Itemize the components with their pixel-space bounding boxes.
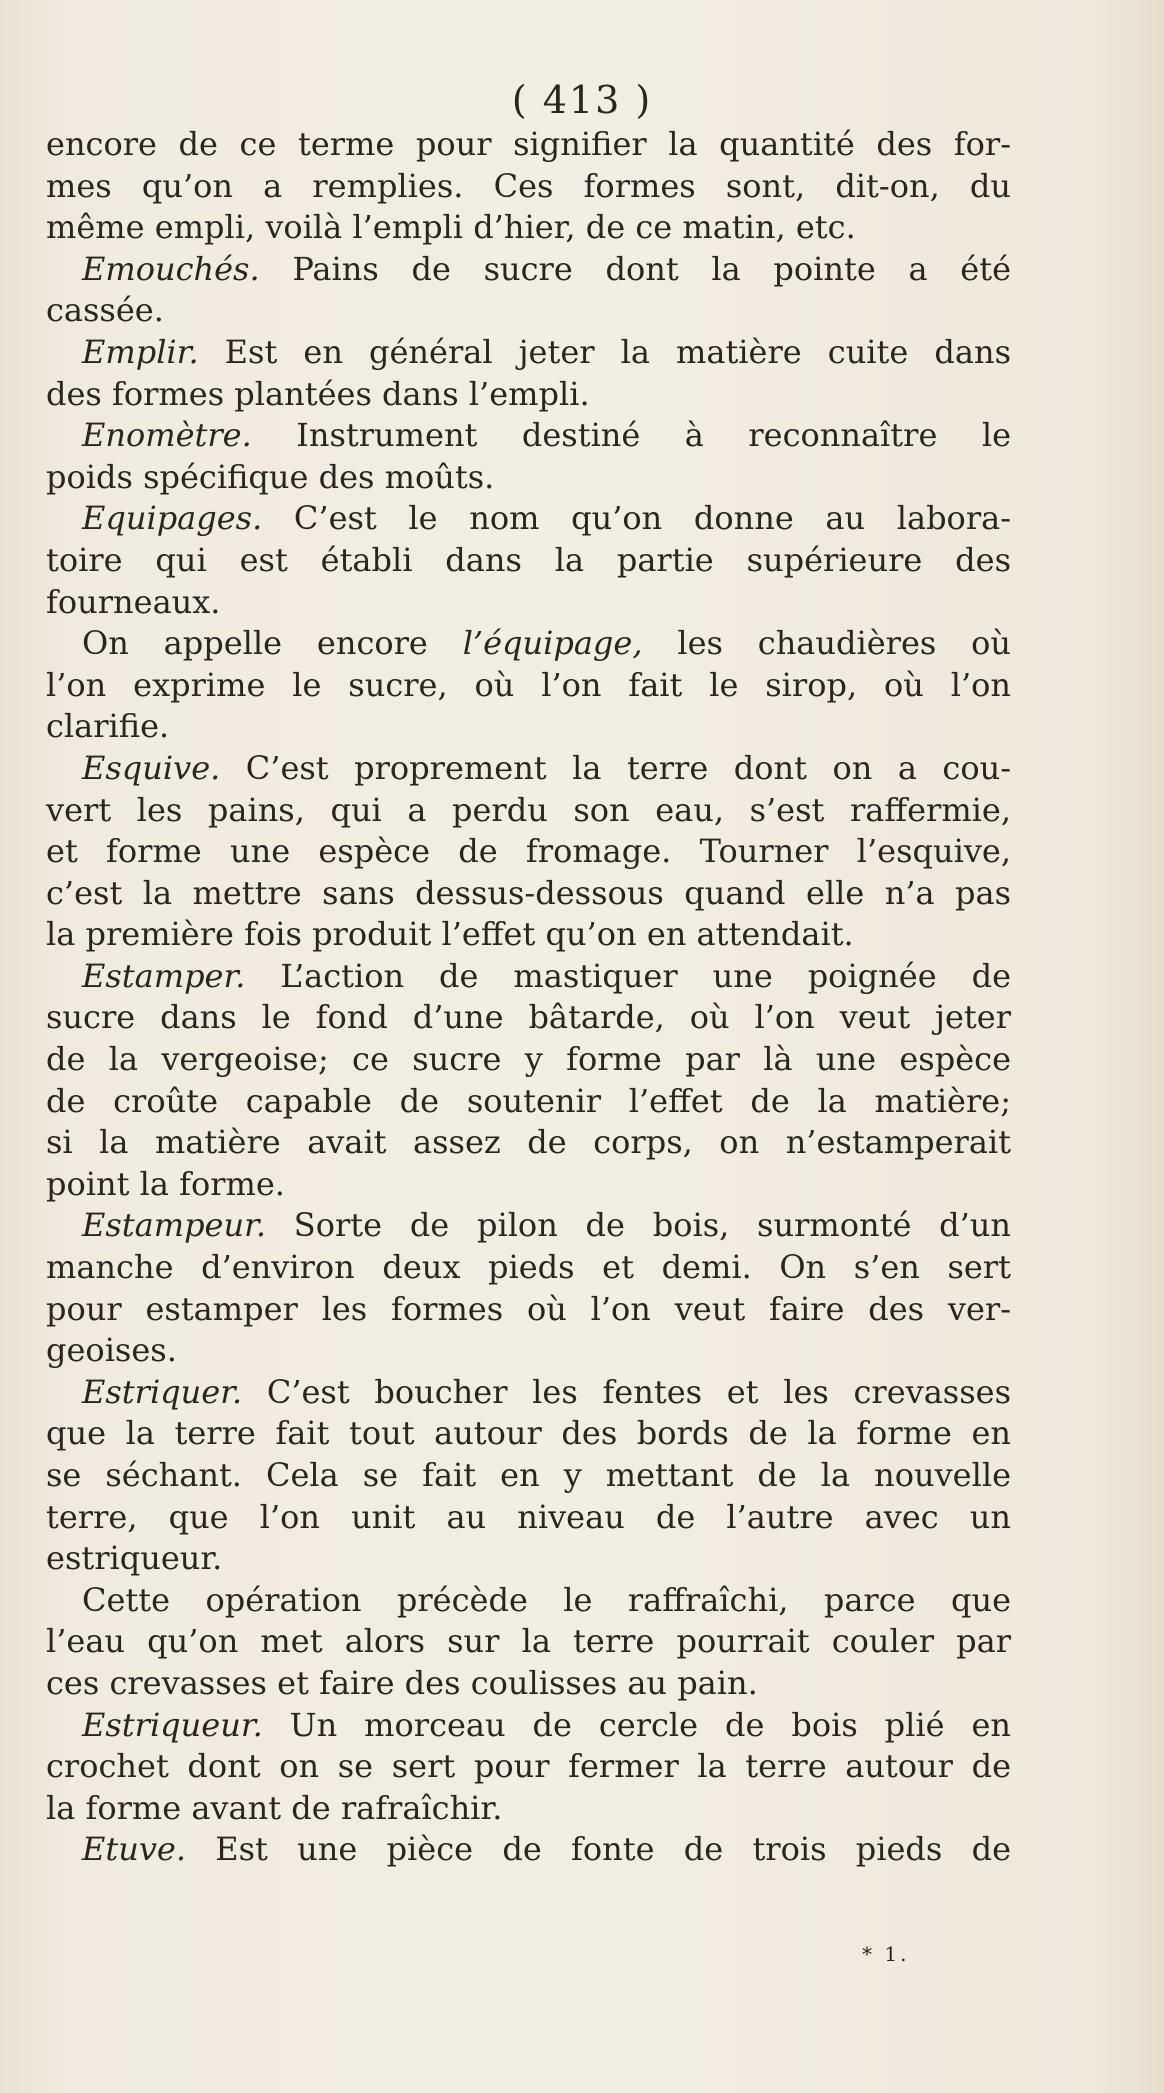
text-line [46, 1205, 1011, 1247]
text-line [46, 790, 1011, 832]
text-run: encore de ce terme pour signifier la quantité des for- [46, 125, 1011, 163]
entry-term: Emplir. [82, 332, 199, 371]
text-run: Un morceau de cercle de bois plié en [262, 1705, 1011, 1744]
text-run: même empli, voilà l’empli d’hier, de ce matin, etc. [46, 208, 856, 247]
text-run: et forme une espèce de fromage. Tourner l’esquive, [46, 832, 1011, 871]
text-line [46, 1039, 1011, 1081]
text-line [46, 914, 1011, 956]
text-line [46, 1788, 1011, 1830]
text-line [46, 1746, 1011, 1788]
text-run: point la forme. [46, 1164, 285, 1203]
text-run: crochet dont on se sert pour fermer la terre autour de [46, 1747, 1011, 1786]
text-line [46, 831, 1011, 873]
text-run: les chaudières où [642, 624, 1011, 663]
signature-mark: * 1. [862, 1942, 910, 1966]
entry-term: Emouchés. [82, 249, 260, 288]
text-line [46, 1372, 1011, 1414]
text-line [46, 1580, 1011, 1622]
text-line [46, 457, 1011, 499]
text-line [46, 1164, 1011, 1206]
text-line [46, 1497, 1011, 1539]
text-run: ces crevasses et faire des coulisses au pain. [46, 1663, 758, 1702]
text-line [46, 498, 1011, 540]
text-run: Est une pièce de fonte de trois pieds de [186, 1830, 1011, 1869]
text-line [46, 997, 1011, 1039]
text-line [46, 1247, 1011, 1289]
entry-term: Etuve. [82, 1830, 187, 1869]
text-line [46, 540, 1011, 582]
text-run: L’action de mastiquer une poignée de [245, 956, 1011, 995]
text-run: sucre dans le fond d’une bâtarde, où l’on veut jeter [46, 998, 1011, 1037]
entry-term: Estampeur. [82, 1206, 267, 1245]
text-run: la forme avant de rafraîchir. [46, 1788, 503, 1827]
text-line [46, 1289, 1011, 1331]
text-run: clarifie. [46, 707, 170, 746]
text-run: C’est boucher les fentes et les crevasses [242, 1372, 1011, 1411]
text-run: manche d’environ deux pieds et demi. On s’en sert [46, 1248, 1011, 1287]
text-line [46, 415, 1011, 457]
text-run: si la matière avait assez de corps, on n’estamperait [46, 1123, 1011, 1162]
entry-term: Estriqueur. [82, 1705, 263, 1744]
text-line [46, 1122, 1011, 1164]
entry-term: Estriquer. [82, 1372, 243, 1411]
text-run: fourneaux. [46, 582, 221, 621]
text-run: la première fois produit l’effet qu’on en attendait. [46, 915, 854, 954]
text-line [46, 249, 1011, 291]
text-run: vert les pains, qui a perdu son eau, s’est raffermie, [46, 790, 1011, 829]
text-run: des formes plantées dans l’empli. [46, 374, 590, 413]
text-line [46, 748, 1011, 790]
text-run: mes qu’on a remplies. Ces formes sont, dit-on, du [46, 166, 1011, 205]
text-line [46, 1413, 1011, 1455]
text-line [46, 1663, 1011, 1705]
text-run: poids spécifique des moûts. [46, 457, 495, 496]
text-line [46, 1538, 1011, 1580]
text-line [46, 665, 1011, 707]
text-run: Sorte de pilon de bois, surmonté d’un [266, 1206, 1011, 1245]
text-line [46, 706, 1011, 748]
text-run: C’est le nom qu’on donne au labora- [262, 499, 1011, 538]
text-run: toire qui est établi dans la partie supérieure des [46, 540, 1011, 579]
text-run: Cette opération précède le raffraîchi, parce que [82, 1580, 1011, 1619]
text-run: estriqueur. [46, 1539, 223, 1578]
text-run: Pains de sucre dont la pointe a été [259, 249, 1011, 288]
text-line [46, 873, 1011, 915]
text-run: de la vergeoise; ce sucre y forme par là une espèce [46, 1040, 1011, 1079]
entry-term: Enomètre. [82, 416, 252, 455]
text-line [46, 290, 1011, 332]
text-line [46, 207, 1011, 249]
entry-term: Esquive. [82, 748, 221, 787]
text-run: que la terre fait tout autour des bords de la forme en [46, 1414, 1011, 1453]
text-run: cassée. [46, 291, 164, 330]
text-run: l’on exprime le sucre, où l’on fait le sirop, où l’on [46, 665, 1011, 704]
text-run: l’eau qu’on met alors sur la terre pourrait couler par [46, 1622, 1011, 1661]
text-run: geoises. [46, 1331, 177, 1370]
text-run: terre, que l’on unit au niveau de l’autre avec un [46, 1497, 1011, 1536]
text-run: pour estamper les formes où l’on veut faire des ver- [46, 1289, 1011, 1328]
text-line [46, 1829, 1011, 1871]
text-line [46, 374, 1011, 416]
text-line [46, 1705, 1011, 1747]
text-line [46, 1621, 1011, 1663]
text-line [46, 956, 1011, 998]
entry-term: Estamper. [82, 956, 246, 995]
text-line [46, 166, 1011, 208]
text-line [46, 623, 1011, 665]
entry-term: Equipages. [82, 499, 263, 538]
text-line [46, 124, 1011, 166]
text-line [46, 1081, 1011, 1123]
text-line [46, 582, 1011, 624]
text-run: Instrument destiné à reconnaître le [251, 416, 1011, 455]
text-run: c’est la mettre sans dessus-dessous quand elle n’a pas [46, 873, 1011, 912]
text-line [46, 1455, 1011, 1497]
page-number-header: ( 413 ) [511, 78, 653, 122]
text-run: Est en général jeter la matière cuite dans [198, 332, 1011, 371]
text-run: On appelle encore [82, 624, 463, 663]
text-run: se séchant. Cela se fait en y mettant de la nouvelle [46, 1456, 1011, 1494]
text-run: C’est proprement la terre dont on a cou- [220, 748, 1011, 787]
text-line [46, 1330, 1011, 1372]
text-line [46, 332, 1011, 374]
entry-term: l’équipage, [462, 624, 643, 663]
text-body [46, 124, 1011, 1871]
text-run: de croûte capable de soutenir l’effet de la matière; [46, 1081, 1011, 1120]
